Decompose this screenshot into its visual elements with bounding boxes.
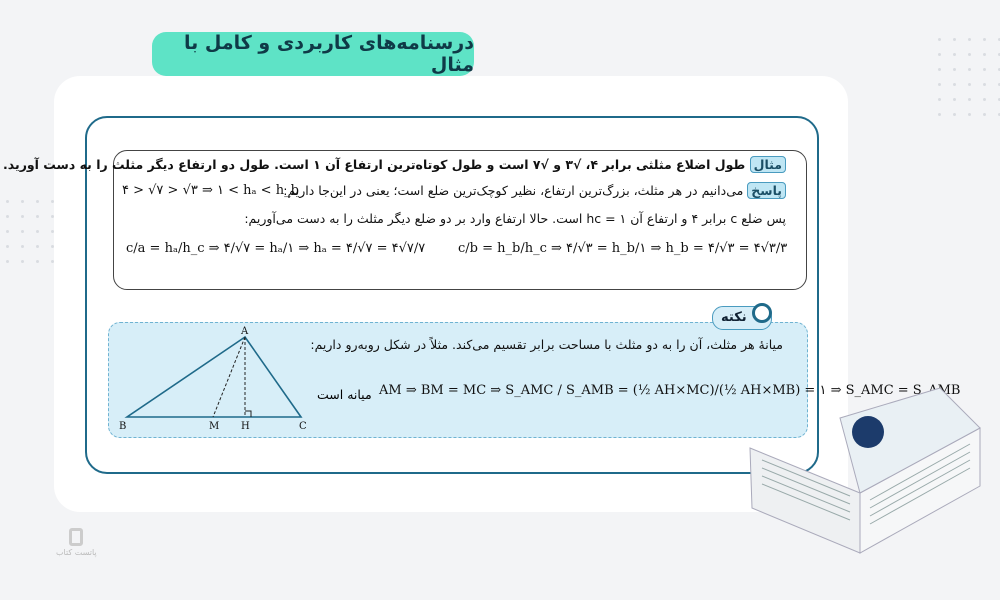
vertex-m: M [209, 421, 220, 432]
example-question: طول اضلاع مثلثی برابر ۴، √۳ و √۷ است و طول کوتاه‌ترین ارتفاع آن ۱ است. طول دو ارتفاع دیگر مثلث را به دست آورید. [3, 157, 746, 172]
vertex-a: A [241, 326, 249, 337]
logo-icon [69, 528, 83, 546]
answer-line-1: می‌دانیم در هر مثلث، بزرگ‌ترین ارتفاع، نظیر کوچک‌ترین ضلع است؛ یعنی در این‌جا داریم: [283, 183, 744, 198]
brand-logo [56, 528, 97, 557]
inequality-heights: ⇒ ۱ < hₐ < h_b [201, 183, 299, 198]
median-label: میانه است [317, 387, 372, 402]
vertex-b: B [119, 421, 127, 432]
answer-line-2: پس ضلع c برابر ۴ و ارتفاع آن hc = ۱ است. حالا ارتفاع وارد بر دو ضلع دیگر مثلث را به دست می‌آوریم: [244, 211, 786, 226]
dot-grid-left [6, 200, 54, 263]
note-text: میانهٔ هر مثلث، آن را به دو مثلث با مساحت برابر تقسیم می‌کند. مثلاً در شکل روبه‌رو داریم: [310, 337, 783, 352]
formula-left: c/a = hₐ/h_c ⇒ ۴/√۷ = hₐ/۱ ⇒ hₐ = ۴/√۷ = ۴√۷/۷ [126, 241, 426, 256]
formula-right: c/b = h_b/h_c ⇒ ۴/√۳ = h_b/۱ ⇒ h_b = ۴/√۳ = ۴√۳/۳ [458, 241, 788, 256]
dot-grid-right [938, 38, 1000, 116]
book-image [740, 388, 990, 558]
note-box [108, 322, 961, 438]
vertex-h: H [241, 421, 250, 432]
inequality-sides: ۴ > √۷ > √۳ [122, 183, 198, 198]
note-formula: AM ⇒ BM = MC ⇒ S_AMC / S_AMB = (½ AH×MC)/(½ AH×MB) = ۱ ⇒ S_AMC = S_AMB [379, 383, 961, 398]
logo-text: پاتست کتاب [56, 548, 97, 557]
note-tag: نکته [712, 306, 772, 330]
example-box [3, 150, 807, 290]
answer-tag: پاسخ [747, 182, 786, 199]
book-cover-icon [852, 416, 884, 448]
triangle-figure [113, 323, 313, 435]
header-title: درسنامه‌های کاربردی و کامل با مثال [152, 32, 474, 76]
magnifier-icon [752, 303, 772, 323]
vertex-c: C [299, 421, 307, 432]
example-tag: مثال [750, 156, 786, 173]
